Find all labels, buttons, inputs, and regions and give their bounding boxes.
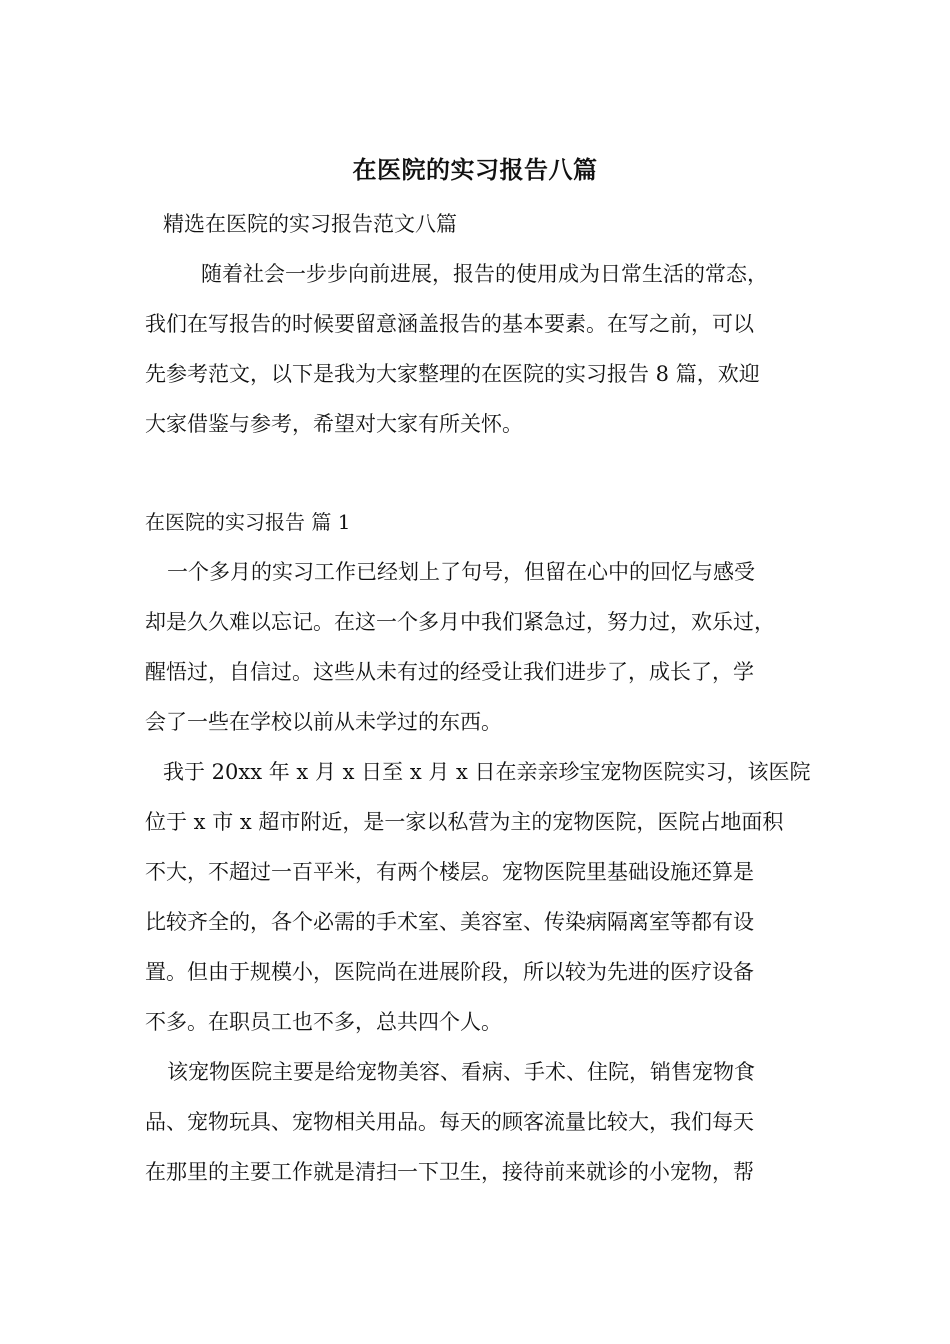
section-heading-1: 在医院的实习报告 篇 1 — [145, 510, 351, 534]
body-line-13: 在那里的主要工作就是清扫一下卫生，接待前来就诊的小宠物，帮 — [145, 1160, 754, 1184]
body-line-10: 不多。在职员工也不多，总共四个人。 — [145, 1010, 502, 1034]
document-subtitle: 精选在医院的实习报告范文八篇 — [163, 212, 457, 236]
intro-line-2: 我们在写报告的时候要留意涵盖报告的基本要素。在写之前，可以 — [145, 312, 754, 336]
body-line-7: 不大，不超过一百平米，有两个楼层。宠物医院里基础设施还算是 — [145, 860, 754, 884]
intro-line-1: 随着社会一步步向前进展，报告的使用成为日常生活的常态， — [201, 262, 768, 286]
body-line-8: 比较齐全的，各个必需的手术室、美容室、传染病隔离室等都有设 — [145, 910, 754, 934]
body-line-5: 我于 20xx 年 x 月 x 日至 x 月 x 日在亲亲珍宝宠物医院实习，该医院 — [163, 760, 811, 784]
body-line-11: 该宠物医院主要是给宠物美容、看病、手术、住院，销售宠物食 — [167, 1060, 755, 1084]
body-line-1: 一个多月的实习工作已经划上了句号，但留在心中的回忆与感受 — [167, 560, 755, 584]
body-line-12: 品、宠物玩具、宠物相关用品。每天的顾客流量比较大，我们每天 — [145, 1110, 754, 1134]
intro-line-4: 大家借鉴与参考，希望对大家有所关怀。 — [145, 412, 523, 436]
body-line-4: 会了一些在学校以前从未学过的东西。 — [145, 710, 502, 734]
document-title: 在医院的实习报告八篇 — [352, 156, 598, 184]
body-line-6: 位于 x 市 x 超市附近，是一家以私营为主的宠物医院，医院占地面积 — [145, 810, 784, 834]
intro-line-3: 先参考范文，以下是我为大家整理的在医院的实习报告 8 篇，欢迎 — [145, 362, 760, 386]
body-line-3: 醒悟过，自信过。这些从未有过的经受让我们进步了，成长了，学 — [145, 660, 754, 684]
body-line-2: 却是久久难以忘记。在这一个多月中我们紧急过，努力过，欢乐过， — [145, 610, 775, 634]
body-line-9: 置。但由于规模小，医院尚在进展阶段，所以较为先进的医疗设备 — [145, 960, 754, 984]
